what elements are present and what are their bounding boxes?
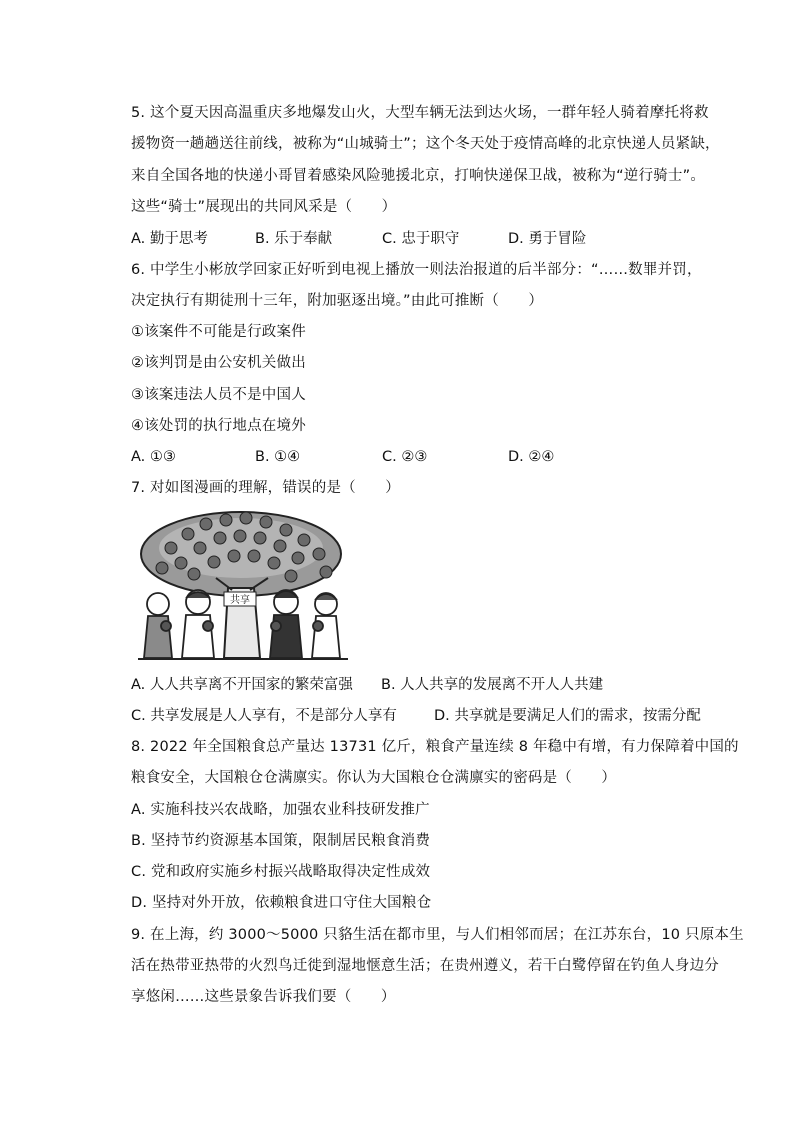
q6-line-2: 决定执行有期徒刑十三年，附加驱逐出境。”由此可推断（ ） (131, 293, 544, 309)
q5-option-b: B. 乐于奉献 (255, 231, 333, 247)
shared-tree-cartoon (136, 508, 350, 662)
q8-option-a: A. 实施科技兴农战略，加强农业科技研发推广 (131, 802, 430, 818)
q5-option-d: D. 勇于冒险 (508, 231, 587, 247)
q5-line-3: 来自全国各地的快递小哥冒着感染风险驰援北京，打响快递保卫战，被称为“逆行骑士”。 (131, 168, 706, 184)
q9-line-2: 活在热带亚热带的火烈鸟迁徙到湿地惬意生活；在贵州遵义，若干白鹭停留在钓鱼人身边分 (131, 958, 719, 974)
q5-line-4: 这些“骑士”展现出的共同风采是（ ） (131, 199, 397, 215)
q8-option-d: D. 坚持对外开放，依赖粮食进口守住大国粮仓 (131, 895, 432, 911)
q7-line-1: 7. 对如图漫画的理解，错误的是（ ） (131, 480, 400, 496)
q5-line-1: 5. 这个夏天因高温重庆多地爆发山火，大型车辆无法到达火场，一群年轻人骑着摩托将救 (131, 105, 709, 121)
q8-option-b: B. 坚持节约资源基本国策，限制居民粮食消费 (131, 833, 431, 849)
q6-option-d: D. ②④ (508, 449, 555, 465)
q6-item-4: ④该处罚的执行地点在境外 (131, 418, 306, 434)
q6-item-1: ①该案件不可能是行政案件 (131, 324, 306, 340)
q6-option-a: A. ①③ (131, 449, 176, 465)
q6-item-2: ②该判罚是由公安机关做出 (131, 355, 306, 371)
q9-line-1: 9. 在上海，约 3000～5000 只貉生活在都市里，与人们相邻而居；在江苏东台，10 只原本生 (131, 927, 744, 943)
q6-item-3: ③该案违法人员不是中国人 (131, 387, 306, 403)
q6-option-c: C. ②③ (382, 449, 428, 465)
cartoon-sign-label: 共享 (230, 595, 250, 606)
q8-line-1: 8. 2022 年全国粮食总产量达 13731 亿斤，粮食产量连续 8 年稳中有增，有力保障着中国的 (131, 739, 739, 755)
q7-option-c: C. 共享发展是人人享有，不是部分人享有 (131, 708, 397, 724)
q5-line-2: 援物资一趟趟送往前线，被称为“山城骑士”；这个冬天处于疫情高峰的北京快递人员紧缺， (131, 136, 720, 152)
q7-option-d: D. 共享就是要满足人们的需求，按需分配 (434, 708, 701, 724)
q9-line-3: 享悠闲……这些景象告诉我们要（ ） (131, 989, 396, 1005)
q7-option-a: A. 人人共享离不开国家的繁荣富强 (131, 677, 353, 693)
q6-line-1: 6. 中学生小彬放学回家正好听到电视上播放一则法治报道的后半部分：“……数罪并罚， (131, 262, 702, 278)
q5-option-c: C. 忠于职守 (382, 231, 460, 247)
q7-option-b: B. 人人共享的发展离不开人人共建 (381, 677, 604, 693)
q8-line-2: 粮食安全，大国粮仓仓满廪实。你认为大国粮仓仓满廪实的密码是（ ） (131, 770, 617, 786)
q8-option-c: C. 党和政府实施乡村振兴战略取得决定性成效 (131, 864, 431, 880)
q6-option-b: B. ①④ (255, 449, 301, 465)
q5-option-a: A. 勤于思考 (131, 231, 208, 247)
